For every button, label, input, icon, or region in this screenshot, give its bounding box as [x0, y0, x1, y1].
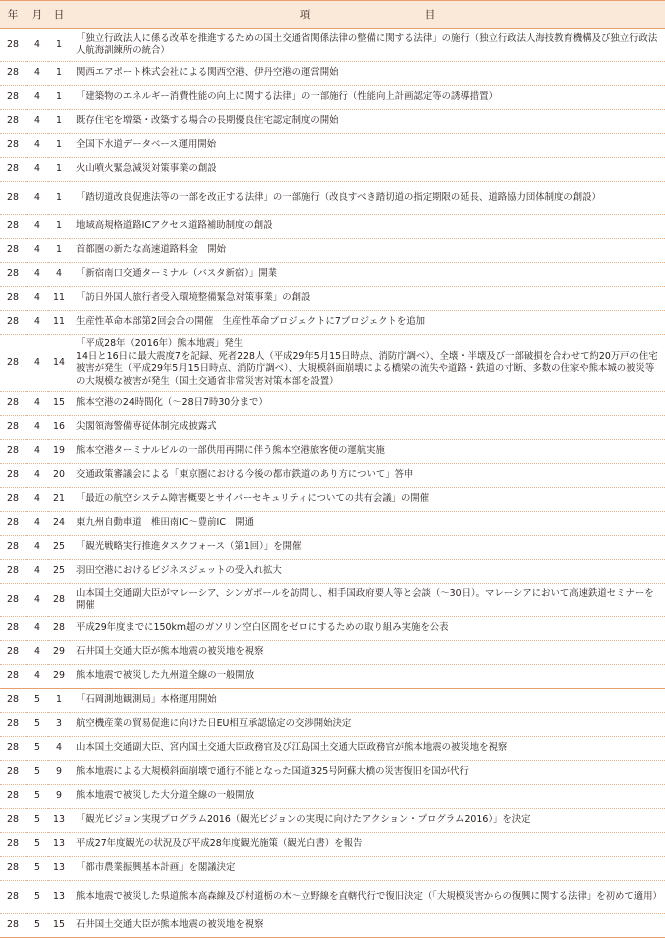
table-row: [0, 488, 665, 512]
month-cell: 4: [26, 86, 48, 110]
item-cell: 石井国土交通大臣が熊本地震の被災地を視察: [70, 641, 665, 665]
header-day: 日: [48, 1, 70, 29]
table-row: [0, 86, 665, 110]
year-cell: 28: [0, 62, 26, 86]
day-cell: 4: [48, 737, 70, 761]
table-row: [0, 239, 665, 263]
item-cell: 熊本空港ターミナルビルの一部供用再開に伴う熊本空港旅客便の運航実施: [70, 440, 665, 464]
year-cell: 28: [0, 416, 26, 440]
month-cell: 5: [26, 737, 48, 761]
month-cell: 4: [26, 488, 48, 512]
table-row: [0, 833, 665, 857]
month-cell: 4: [26, 584, 48, 617]
table-row: [0, 464, 665, 488]
item-cell: 全国下水道データベース運用開始: [70, 134, 665, 158]
month-cell: 4: [26, 617, 48, 641]
item-cell: 「踏切道改良促進法等の一部を改正する法律」の一部施行（改良すべき踏切道の指定期限の延長、道路協力団体制度の創設）: [70, 182, 665, 215]
item-cell: 熊本地震で被災した大分道全線の一般開放: [70, 785, 665, 809]
table-row: [0, 29, 665, 62]
table-row: [0, 560, 665, 584]
item-cell: 関西エアポート株式会社による関西空港、伊丹空港の運営開始: [70, 62, 665, 86]
day-cell: 24: [48, 512, 70, 536]
month-cell: 4: [26, 440, 48, 464]
day-cell: 1: [48, 134, 70, 158]
day-cell: 1: [48, 689, 70, 713]
day-cell: 20: [48, 464, 70, 488]
item-cell: 山本国土交通副大臣、宮内国土交通大臣政務官及び江島国土交通大臣政務官が熊本地震の被災地を視察: [70, 737, 665, 761]
day-cell: 1: [48, 182, 70, 215]
header-year: 年: [0, 1, 26, 29]
item-cell: 「石岡測地観測局」本格運用開始: [70, 689, 665, 713]
month-cell: 4: [26, 416, 48, 440]
day-cell: 1: [48, 158, 70, 182]
month-cell: 5: [26, 857, 48, 881]
year-cell: 28: [0, 239, 26, 263]
item-cell: 羽田空港におけるビジネスジェットの受入れ拡大: [70, 560, 665, 584]
header-month: 月: [26, 1, 48, 29]
year-cell: 28: [0, 737, 26, 761]
day-cell: 13: [48, 857, 70, 881]
year-cell: 28: [0, 512, 26, 536]
year-cell: 28: [0, 311, 26, 335]
year-cell: 28: [0, 914, 26, 938]
day-cell: 9: [48, 785, 70, 809]
year-cell: 28: [0, 689, 26, 713]
month-cell: 4: [26, 62, 48, 86]
item-cell: 「新宿南口交通ターミナル（バスタ新宿）」開業: [70, 263, 665, 287]
item-cell: 山本国土交通副大臣がマレーシア、シンガポールを訪問し、相手国政府要人等と会談（～30日）。マレーシアにおいて高速鉄道セミナーを開催: [70, 584, 665, 617]
item-cell: 地域高規格道路ICアクセス道路補助制度の創設: [70, 215, 665, 239]
year-cell: 28: [0, 134, 26, 158]
day-cell: 29: [48, 665, 70, 689]
item-cell: 「最近の航空システム障害概要とサイバーセキュリティについての共有会議」の開催: [70, 488, 665, 512]
month-cell: 4: [26, 29, 48, 62]
year-cell: 28: [0, 392, 26, 416]
day-cell: 13: [48, 881, 70, 914]
day-cell: 3: [48, 713, 70, 737]
table-row: [0, 689, 665, 713]
item-cell: 平成27年度観光の状況及び平成28年度観光施策（観光白書）を報告: [70, 833, 665, 857]
table-row: [0, 641, 665, 665]
day-cell: 21: [48, 488, 70, 512]
month-cell: 5: [26, 689, 48, 713]
day-cell: 11: [48, 287, 70, 311]
year-cell: 28: [0, 641, 26, 665]
table-row: [0, 158, 665, 182]
month-cell: 4: [26, 263, 48, 287]
table-row: [0, 761, 665, 785]
item-cell: 火山噴火緊急減災対策事業の創設: [70, 158, 665, 182]
table-row: [0, 809, 665, 833]
item-cell: 熊本地震で被災した県道熊本高森線及び村道栃の木～立野線を直轄代行で復旧決定（「大規模災害からの復興に関する法律」を初めて適用）: [70, 881, 665, 914]
year-cell: 28: [0, 182, 26, 215]
table-row: [0, 440, 665, 464]
year-cell: 28: [0, 584, 26, 617]
month-cell: 5: [26, 833, 48, 857]
table-row: [0, 62, 665, 86]
year-cell: 28: [0, 536, 26, 560]
year-cell: 28: [0, 215, 26, 239]
item-cell: 「独立行政法人に係る改革を推進するための国土交通省関係法律の整備に関する法律」の施行（独立行政法人海技教育機構及び独立行政法人航海訓練所の統合）: [70, 29, 665, 62]
day-cell: 1: [48, 110, 70, 134]
month-cell: 4: [26, 287, 48, 311]
table-row: [0, 785, 665, 809]
table-row: [0, 536, 665, 560]
year-cell: 28: [0, 29, 26, 62]
year-cell: 28: [0, 488, 26, 512]
year-cell: 28: [0, 785, 26, 809]
day-cell: 29: [48, 641, 70, 665]
month-cell: 4: [26, 182, 48, 215]
day-cell: 25: [48, 560, 70, 584]
item-cell: 「訪日外国人旅行者受入環境整備緊急対策事業」の創設: [70, 287, 665, 311]
month-cell: 4: [26, 512, 48, 536]
item-cell: 首都圏の新たな高速道路料金 開始: [70, 239, 665, 263]
item-cell: 「観光戦略実行推進タスクフォース（第1回）」を開催: [70, 536, 665, 560]
day-cell: 15: [48, 392, 70, 416]
item-cell: 東九州自動車道 椎田南IC～豊前IC 開通: [70, 512, 665, 536]
year-cell: 28: [0, 158, 26, 182]
day-cell: 1: [48, 62, 70, 86]
table-row: [0, 914, 665, 938]
item-cell: 「観光ビジョン実現プログラム2016（観光ビジョンの実現に向けたアクション・プログラム2016）」を決定: [70, 809, 665, 833]
table-row: [0, 512, 665, 536]
table-row: [0, 182, 665, 215]
year-cell: 28: [0, 857, 26, 881]
table-row: [0, 713, 665, 737]
item-cell: 熊本地震で被災した九州道全線の一般開放: [70, 665, 665, 689]
table-row: [0, 110, 665, 134]
year-cell: 28: [0, 617, 26, 641]
item-cell: 熊本地震による大規模斜面崩壊で通行不能となった国道325号阿蘇大橋の災害復旧を国が代行: [70, 761, 665, 785]
year-cell: 28: [0, 440, 26, 464]
year-cell: 28: [0, 713, 26, 737]
item-cell: 「都市農業振興基本計画」を閣議決定: [70, 857, 665, 881]
day-cell: 16: [48, 416, 70, 440]
day-cell: 1: [48, 215, 70, 239]
item-cell: 平成29年度までに150km超のガソリン空白区間をゼロにするための取り組み実施を公表: [70, 617, 665, 641]
year-cell: 28: [0, 761, 26, 785]
year-cell: 28: [0, 263, 26, 287]
item-cell: 石井国土交通大臣が熊本地震の被災地を視察: [70, 914, 665, 938]
table-row: [0, 134, 665, 158]
year-cell: 28: [0, 287, 26, 311]
table-row: [0, 392, 665, 416]
year-cell: 28: [0, 833, 26, 857]
month-cell: 4: [26, 536, 48, 560]
item-cell: 熊本空港の24時間化（～28日7時30分まで）: [70, 392, 665, 416]
item-cell: 「平成28年（2016年）熊本地震」発生 14日と16日に最大震度7を記録、死者228人（平成29年5月15日時点、消防庁調べ）、全壊・半壊及び一部破損を合わせて約20万戸の住宅被害が発生（平成29年5月15日時点、消防庁調べ）、大規模斜面崩壊による橋梁の流失や道路・鉄道の寸断、多数の住家や熊本城の被災等の大規模な被害が発生（国土交通省非常災害対策本部を設置）: [70, 335, 665, 392]
month-cell: 5: [26, 713, 48, 737]
day-cell: 19: [48, 440, 70, 464]
month-cell: 4: [26, 134, 48, 158]
table-header-row: [0, 1, 665, 29]
year-cell: 28: [0, 560, 26, 584]
year-cell: 28: [0, 110, 26, 134]
day-cell: 15: [48, 914, 70, 938]
month-cell: 4: [26, 158, 48, 182]
day-cell: 28: [48, 584, 70, 617]
year-cell: 28: [0, 809, 26, 833]
table-row: [0, 737, 665, 761]
day-cell: 13: [48, 809, 70, 833]
day-cell: 28: [48, 617, 70, 641]
day-cell: 4: [48, 263, 70, 287]
month-cell: 4: [26, 665, 48, 689]
year-cell: 28: [0, 464, 26, 488]
month-cell: 4: [26, 110, 48, 134]
month-cell: 4: [26, 335, 48, 392]
day-cell: 13: [48, 833, 70, 857]
month-cell: 4: [26, 560, 48, 584]
table-row: [0, 287, 665, 311]
table-row: [0, 263, 665, 287]
month-cell: 4: [26, 311, 48, 335]
table-row: [0, 857, 665, 881]
month-cell: 5: [26, 785, 48, 809]
day-cell: 25: [48, 536, 70, 560]
table-row: [0, 311, 665, 335]
item-cell: 交通政策審議会による「東京圏における今後の都市鉄道のあり方について」答申: [70, 464, 665, 488]
item-cell: 既存住宅を増築・改築する場合の長期優良住宅認定制度の開始: [70, 110, 665, 134]
year-cell: 28: [0, 665, 26, 689]
day-cell: 1: [48, 29, 70, 62]
header-item: 項 目: [70, 1, 665, 29]
day-cell: 11: [48, 311, 70, 335]
day-cell: 9: [48, 761, 70, 785]
item-cell: 「建築物のエネルギー消費性能の向上に関する法律」の一部施行（性能向上計画認定等の誘導措置）: [70, 86, 665, 110]
item-cell: 生産性革命本部第2回会合の開催 生産性革命プロジェクトに7プロジェクトを追加: [70, 311, 665, 335]
table-row: [0, 584, 665, 617]
month-cell: 5: [26, 809, 48, 833]
day-cell: 14: [48, 335, 70, 392]
day-cell: 1: [48, 239, 70, 263]
month-cell: 4: [26, 215, 48, 239]
table-row: [0, 881, 665, 914]
table-row: [0, 215, 665, 239]
month-cell: 4: [26, 464, 48, 488]
day-cell: 1: [48, 86, 70, 110]
year-cell: 28: [0, 881, 26, 914]
table-row: [0, 617, 665, 641]
table-row: [0, 665, 665, 689]
year-cell: 28: [0, 335, 26, 392]
month-cell: 4: [26, 239, 48, 263]
month-cell: 5: [26, 914, 48, 938]
year-cell: 28: [0, 86, 26, 110]
month-cell: 5: [26, 881, 48, 914]
table-row: [0, 335, 665, 392]
month-cell: 4: [26, 641, 48, 665]
item-cell: 航空機産業の貿易促進に向けた日EU相互承認協定の交渉開始決定: [70, 713, 665, 737]
table-row: [0, 416, 665, 440]
month-cell: 4: [26, 392, 48, 416]
month-cell: 5: [26, 761, 48, 785]
item-cell: 尖閣領海警備専従体制完成披露式: [70, 416, 665, 440]
